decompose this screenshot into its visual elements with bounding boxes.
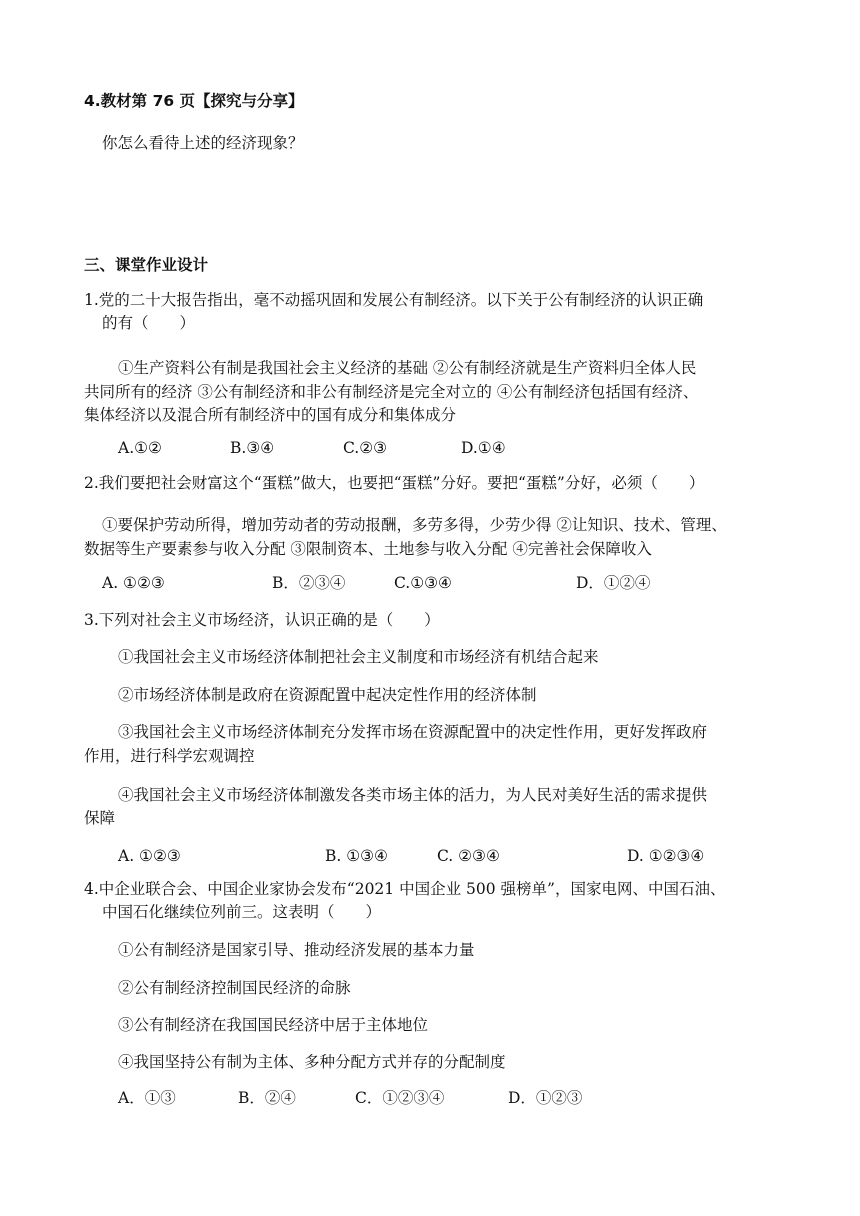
q4-option-d: D．①②③	[508, 1089, 583, 1107]
q3-option-d: D. ①②③④	[627, 847, 705, 865]
q4-option-b: B．②④	[238, 1089, 296, 1107]
q3-item4-line2: 保障	[84, 809, 116, 827]
q2-stem: 2.我们要把社会财富这个“蛋糕”做大，也要把“蛋糕”分好。要把“蛋糕”分好，必须（ ）	[84, 474, 705, 492]
q1-stem-line1: 1.党的二十大报告指出，毫不动摇巩固和发展公有制经济。以下关于公有制经济的认识正确	[84, 291, 704, 309]
section-4-question: 你怎么看待上述的经济现象？	[102, 134, 304, 152]
q1-option-b: B.③④	[230, 439, 275, 457]
q4-stem-line1: 4.中企业联合会、中国企业家协会发布“2021 中国企业 500 强榜单”，国家电网、中国石油、	[84, 880, 726, 898]
q3-item2: ②市场经济体制是政府在资源配置中起决定性作用的经济体制	[118, 686, 537, 704]
q3-stem: 3.下列对社会主义市场经济，认识正确的是（ ）	[84, 611, 440, 629]
q2-option-a: A. ①②③	[102, 574, 165, 592]
q3-option-b: B. ①③④	[325, 847, 388, 865]
q1-option-d: D.①④	[461, 439, 506, 457]
q1-stem-line2: 的有（ ）	[102, 314, 196, 332]
q3-item1: ①我国社会主义市场经济体制把社会主义制度和市场经济有机结合起来	[118, 648, 599, 666]
q4-option-a: A．①③	[118, 1089, 176, 1107]
q4-item4: ④我国坚持公有制为主体、多种分配方式并存的分配制度	[118, 1053, 506, 1071]
q3-item3-line2: 作用，进行科学宏观调控	[84, 747, 255, 765]
q2-body-line2: 数据等生产要素参与收入分配 ③限制资本、土地参与收入分配 ④完善社会保障收入	[84, 540, 652, 558]
section-3-title: 三、课堂作业设计	[84, 256, 209, 274]
q1-option-a: A.①②	[118, 439, 162, 457]
q3-item3-line1: ③我国社会主义市场经济体制充分发挥市场在资源配置中的决定性作用，更好发挥政府	[118, 723, 708, 741]
q4-option-c: C．①②③④	[355, 1089, 445, 1107]
q1-body-line1: ①生产资料公有制是我国社会主义经济的基础 ②公有制经济就是生产资料归全体人民	[118, 359, 697, 377]
q3-option-c: C. ②③④	[437, 847, 500, 865]
q4-item3: ③公有制经济在我国国民经济中居于主体地位	[118, 1016, 429, 1034]
q2-body-line1: ①要保护劳动所得，增加劳动者的劳动报酬，多劳多得，少劳少得 ②让知识、技术、管理、	[102, 516, 727, 534]
q3-item4-line1: ④我国社会主义市场经济体制激发各类市场主体的活力，为人民对美好生活的需求提供	[118, 786, 708, 804]
q4-item2: ②公有制经济控制国民经济的命脉	[118, 979, 351, 997]
q2-option-b: B．②③④	[272, 574, 346, 592]
q2-option-d: D．①②④	[576, 574, 651, 592]
q4-item1: ①公有制经济是国家引导、推动经济发展的基本力量	[118, 941, 475, 959]
section-4-heading: 4.教材第 76 页【探究与分享】	[84, 92, 304, 110]
q4-stem-line2: 中国石化继续位列前三。这表明（ ）	[102, 903, 382, 921]
q1-body-line3: 集体经济以及混合所有制经济中的国有成分和集体成分	[84, 406, 457, 424]
q2-option-c: C.①③④	[394, 574, 452, 592]
q3-option-a: A. ①②③	[118, 847, 181, 865]
q1-option-c: C.②③	[343, 439, 388, 457]
q1-body-line2: 共同所有的经济 ③公有制经济和非公有制经济是完全对立的 ④公有制经济包括国有经济、	[84, 383, 699, 401]
